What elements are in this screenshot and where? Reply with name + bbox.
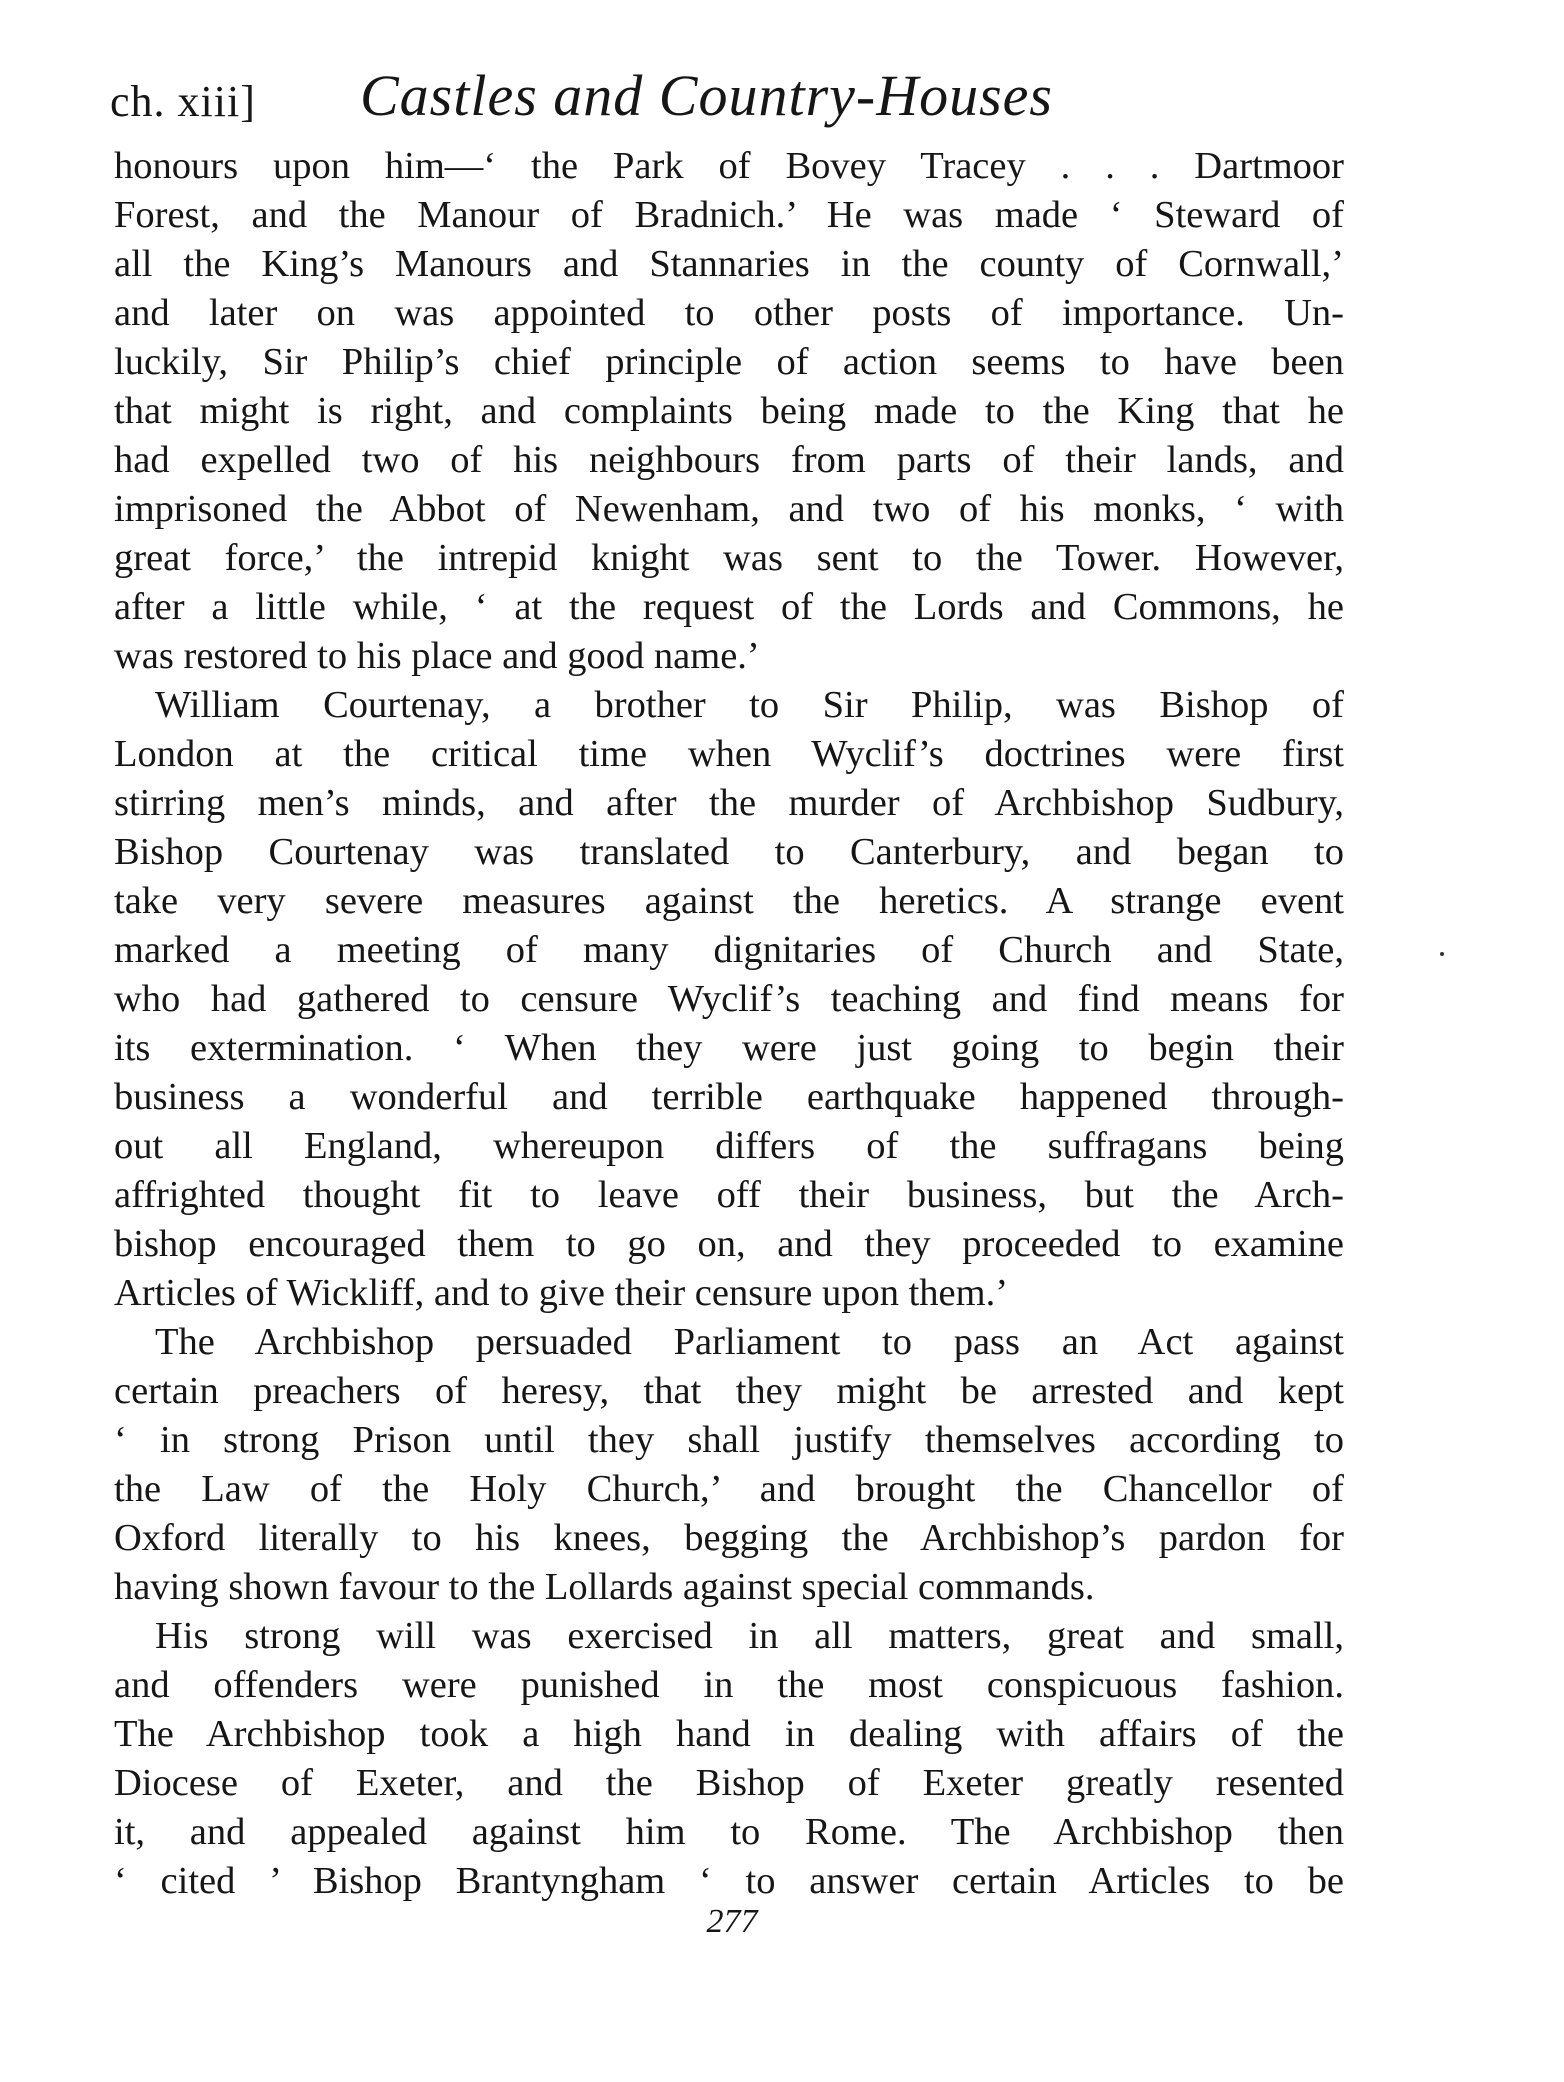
text-line: its extermination. ‘ When they were just going to begin their [114, 1027, 1344, 1069]
text-line: having shown favour to the Lollards against special commands. [114, 1566, 1095, 1608]
text-line: it, and appealed against him to Rome. The Archbishop then [114, 1811, 1344, 1853]
paragraph-first-line: William Courtenay, a brother to Sir Philip, was Bishop of [155, 684, 1344, 726]
text-line: the Law of the Holy Church,’ and brought the Chancellor of [114, 1468, 1344, 1510]
text-line: was restored to his place and good name.’ [114, 635, 760, 677]
text-line: bishop encouraged them to go on, and they proceeded to examine [114, 1223, 1344, 1265]
text-line: London at the critical time when Wyclif’s doctrines were first [114, 733, 1344, 775]
text-line: had expelled two of his neighbours from parts of their lands, and [114, 439, 1344, 481]
text-line: out all England, whereupon differs of the suffragans being [114, 1125, 1344, 1167]
paragraph-first-line: The Archbishop persuaded Parliament to pass an Act against [155, 1321, 1344, 1363]
text-line: all the King’s Manours and Stannaries in the county of Cornwall,’ [114, 243, 1344, 285]
text-line: who had gathered to censure Wyclif’s teaching and find means for [114, 978, 1344, 1020]
text-line: ‘ cited ’ Bishop Brantyngham ‘ to answer certain Articles to be [114, 1860, 1344, 1902]
text-line: imprisoned the Abbot of Newenham, and two of his monks, ‘ with [114, 488, 1344, 530]
text-line: that might is right, and complaints being made to the King that he [114, 390, 1344, 432]
text-line: Oxford literally to his knees, begging the Archbishop’s pardon for [114, 1517, 1344, 1559]
page-number: 277 [706, 1903, 758, 1940]
text-line: Articles of Wickliff, and to give their censure upon them.’ [114, 1272, 1009, 1314]
text-line: The Archbishop took a high hand in dealing with affairs of the [114, 1713, 1344, 1755]
running-head [110, 58, 1350, 138]
text-line: business a wonderful and terrible earthquake happened through- [114, 1076, 1344, 1118]
paragraph-first-line: His strong will was exercised in all matters, great and small, [155, 1615, 1344, 1657]
text-line: after a little while, ‘ at the request of the Lords and Commons, he [114, 586, 1344, 628]
text-line: ‘ in strong Prison until they shall justify themselves according to [114, 1419, 1344, 1461]
chapter-reference: ch. xiii] [110, 77, 256, 126]
running-title: Castles and Country-Houses [360, 63, 1053, 128]
text-line: great force,’ the intrepid knight was sent to the Tower. However, [114, 537, 1344, 579]
text-line: luckily, Sir Philip’s chief principle of action seems to have been [114, 341, 1344, 383]
text-line: and offenders were punished in the most conspicuous fashion. [114, 1664, 1344, 1706]
text-line: take very severe measures against the heretics. A strange event [114, 880, 1344, 922]
text-line: certain preachers of heresy, that they might be arrested and kept [114, 1370, 1344, 1412]
body-text [114, 142, 1344, 1906]
text-line: affrighted thought fit to leave off their business, but the Arch- [114, 1174, 1344, 1216]
text-line: honours upon him—‘ the Park of Bovey Tracey . . . Dartmoor [114, 145, 1344, 187]
text-line: Forest, and the Manour of Bradnich.’ He was made ‘ Steward of [114, 194, 1344, 236]
text-line: Diocese of Exeter, and the Bishop of Exeter greatly resented [114, 1762, 1344, 1804]
text-line: and later on was appointed to other posts of importance. Un- [114, 292, 1344, 334]
text-line: marked a meeting of many dignitaries of Church and State, [114, 929, 1344, 971]
text-line: Bishop Courtenay was translated to Canterbury, and began to [114, 831, 1344, 873]
text-line: stirring men’s minds, and after the murder of Archbishop Sudbury, [114, 782, 1344, 824]
ink-speck [1440, 952, 1444, 956]
